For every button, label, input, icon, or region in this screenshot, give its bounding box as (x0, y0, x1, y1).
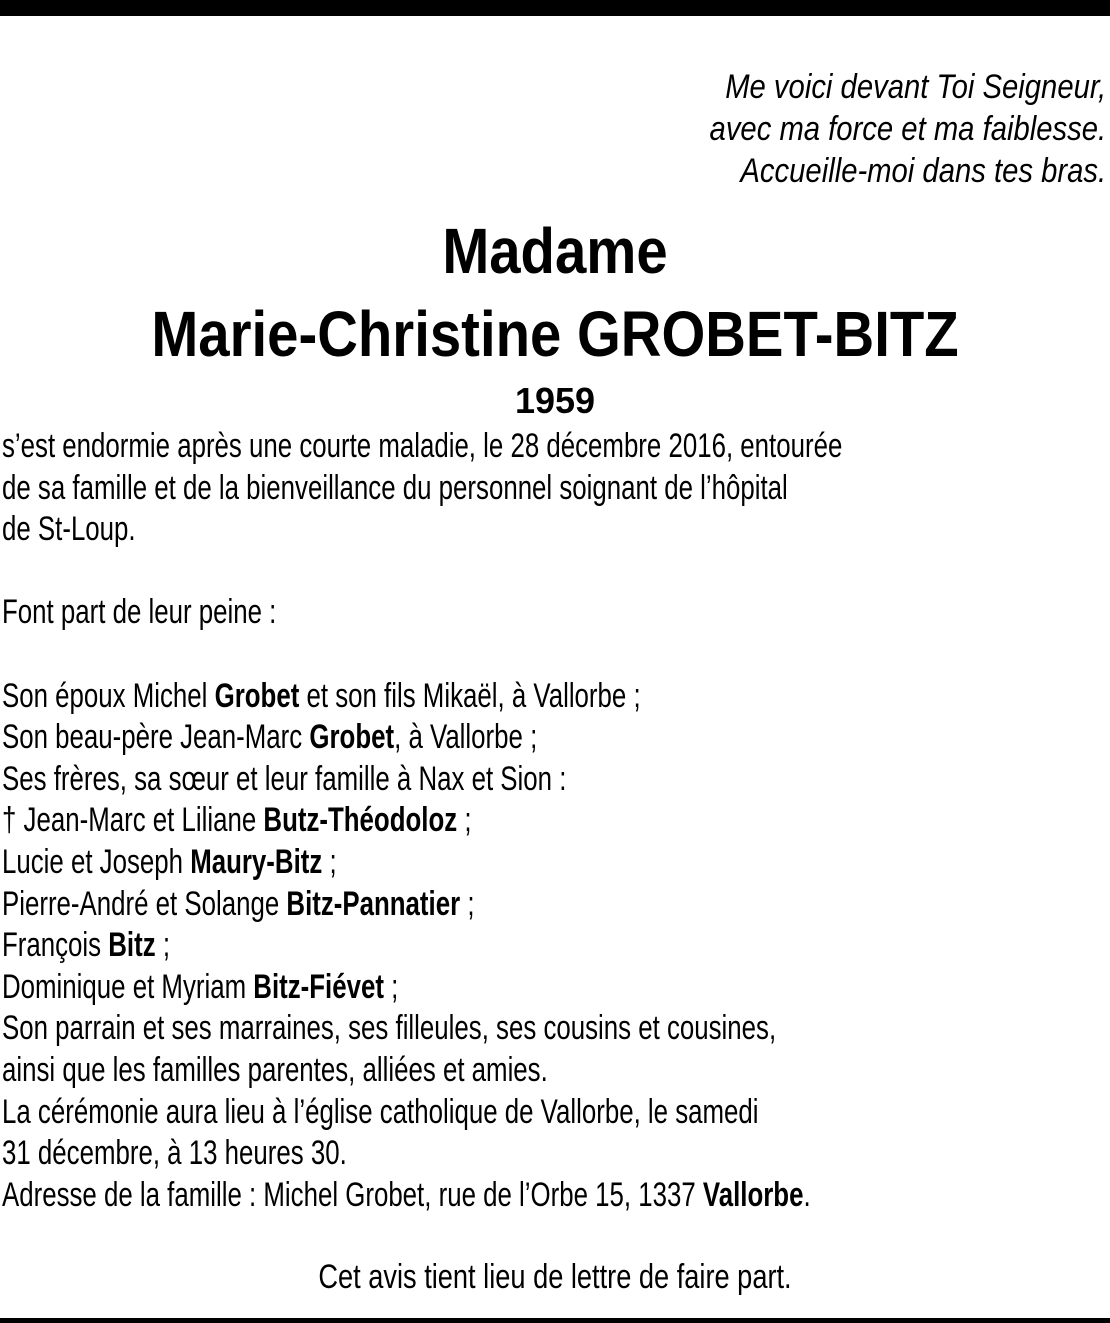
family-address: Adresse de la famille : Michel Grobet, rue de l’Orbe 15, 1337 Vallorbe. (2, 1175, 811, 1214)
prayer-line: avec ma force et ma faiblesse. (709, 110, 1106, 148)
deceased-name: Marie-Christine GROBET-BITZ (151, 298, 959, 370)
family-line: Lucie et Joseph Maury-Bitz ; (2, 842, 337, 881)
top-border-rule (0, 0, 1110, 16)
family-line: Son beau-père Jean-Marc Grobet, à Vallorbe ; (2, 718, 538, 757)
family-line: Son parrain et ses marraines, ses filleules, ses cousins et cousines, (2, 1009, 777, 1048)
family-line: Pierre-André et Solange Bitz-Pannatier ; (2, 884, 475, 923)
closing-note: Cet avis tient lieu de lettre de faire part. (318, 1258, 792, 1296)
spacer (2, 634, 1110, 676)
prayer-line: Accueille-moi dans tes bras. (740, 152, 1106, 190)
family-line: ainsi que les familles parentes, alliées et amies. (2, 1050, 548, 1089)
notice-body (2, 426, 1110, 1216)
family-line: † Jean-Marc et Liliane Butz-Théodoloz ; (2, 801, 472, 840)
birth-year: 1959 (514, 380, 596, 421)
announcement-line: de St-Loup. (2, 510, 136, 549)
spacer (2, 551, 1110, 593)
announcement-line: de sa famille et de la bienveillance du personnel soignant de l’hôpital (2, 468, 788, 507)
ceremony-line: 31 décembre, à 13 heures 30. (2, 1134, 347, 1173)
ceremony-line: La cérémonie aura lieu à l’église catholique de Vallorbe, le samedi (2, 1092, 759, 1131)
honorific-title: Madame (442, 215, 668, 287)
family-line: François Bitz ; (2, 926, 171, 965)
announcement-line: s’est endormie après une courte maladie, le 28 décembre 2016, entourée (2, 427, 843, 465)
mourners-intro: Font part de leur peine : (2, 593, 277, 632)
family-line: Son époux Michel Grobet et son fils Mikaël, à Vallorbe ; (2, 676, 641, 715)
prayer-verse (709, 66, 1106, 192)
family-line: Ses frères, sa sœur et leur famille à Nax et Sion : (2, 759, 567, 798)
bottom-border-rule (0, 1318, 1110, 1323)
family-line: Dominique et Myriam Bitz-Fiévet ; (2, 967, 399, 1006)
prayer-line: Me voici devant Toi Seigneur, (725, 68, 1106, 106)
